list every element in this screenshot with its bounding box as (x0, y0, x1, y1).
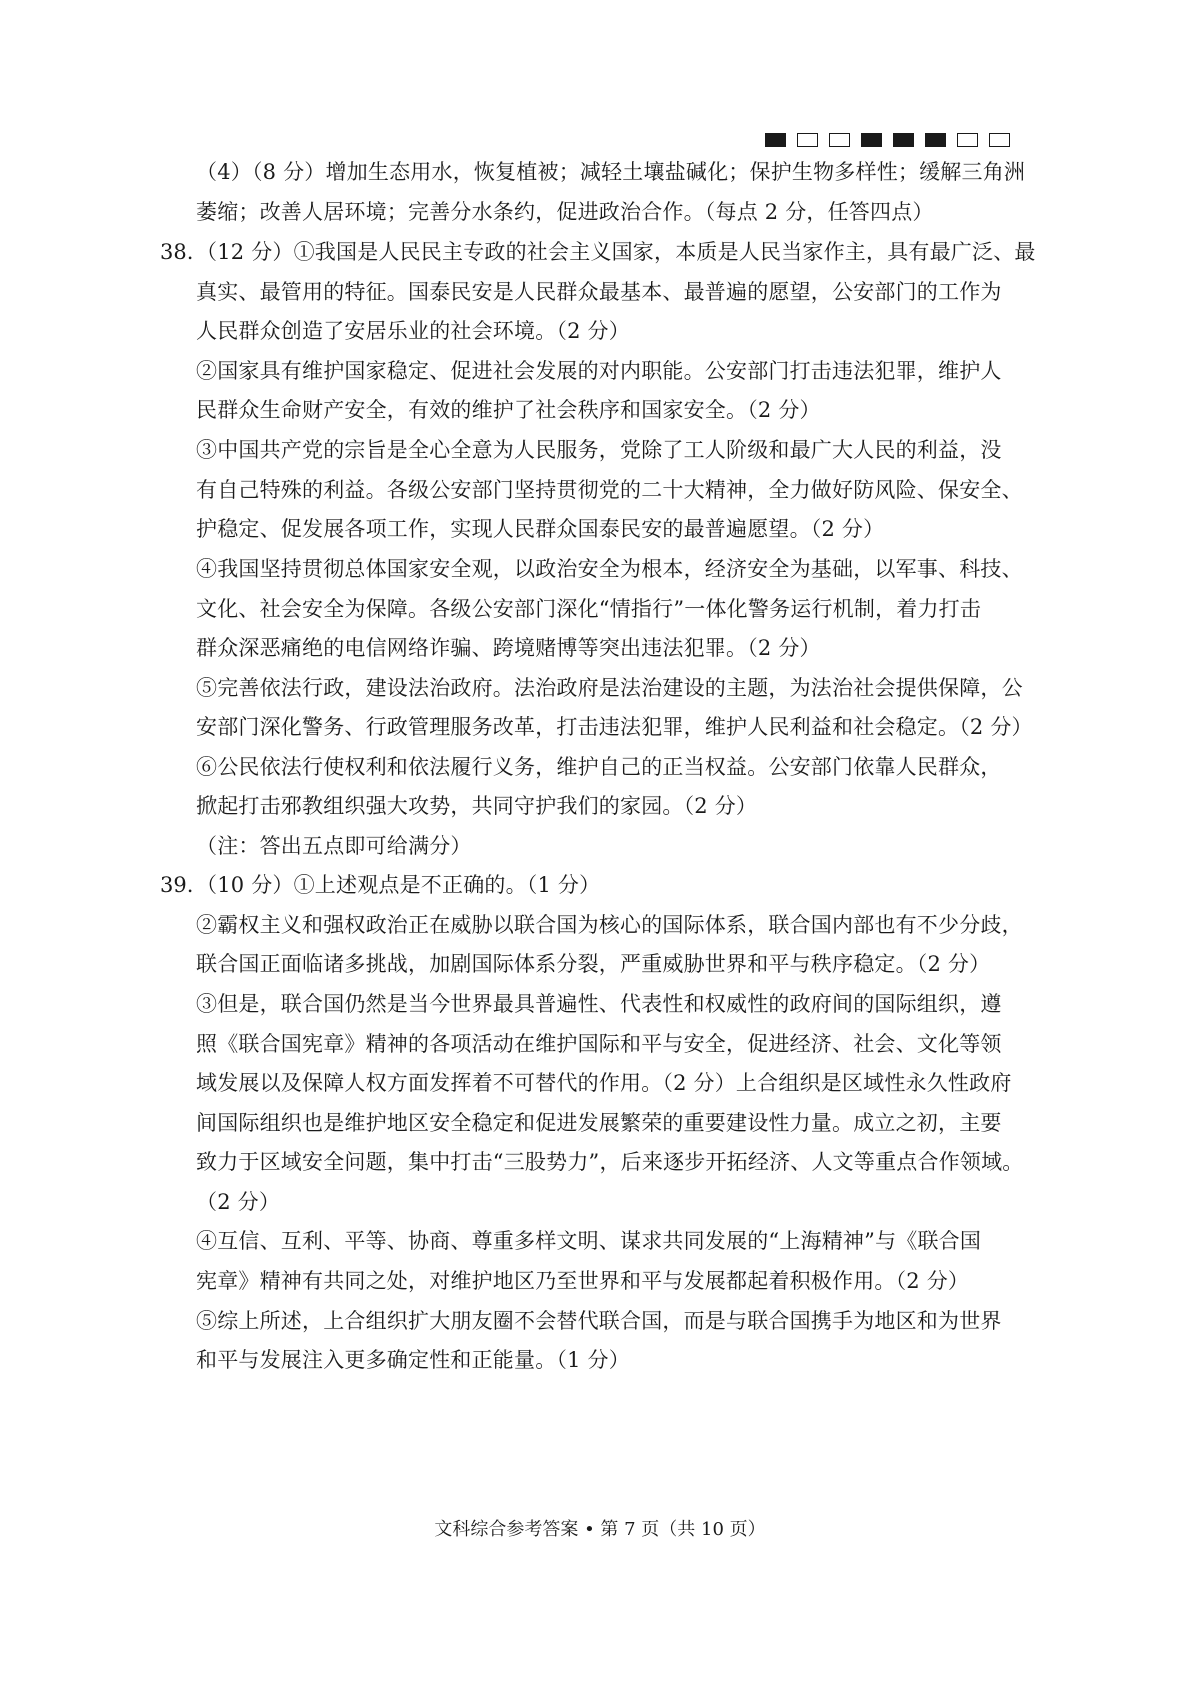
q38-line-2: 真实、最管用的特征。国泰民安是人民群众最基本、最普遍的愿望，公安部门的工作为 (196, 280, 1002, 304)
page-footer: 文科综合参考答案 • 第 7 页（共 10 页） (434, 1519, 766, 1540)
q37-part4-line-2: 萎缩；改善人居环境；完善分水条约，促进政治合作。（每点 2 分，任答四点） (196, 200, 934, 224)
marker-square (925, 133, 946, 147)
q38-line-3: 人民群众创造了安居乐业的社会环境。（2 分） (196, 319, 630, 343)
q38-line-9: ④我国坚持贯彻总体国家安全观，以政治安全为根本，经济安全为基础，以军事、科技、 (196, 557, 1023, 581)
q38-line-5: 民群众生命财产安全，有效的维护了社会秩序和国家安全。（2 分） (196, 398, 821, 422)
q39-line-6: 域发展以及保障人权方面发挥着不可替代的作用。（2 分）上合组织是区域性永久性政府 (196, 1071, 1012, 1095)
marker-square (765, 133, 786, 147)
marker-square (797, 133, 818, 147)
q39-line-7: 间国际组织也是维护地区安全稳定和促进发展繁荣的重要建设性力量。成立之初，主要 (196, 1111, 1002, 1135)
q38-line-7: 有自己特殊的利益。各级公安部门坚持贯彻党的二十大精神，全力做好防风险、保安全、 (196, 478, 1023, 502)
q38-line-15: 掀起打击邪教组织强大攻势，共同守护我们的家园。（2 分） (196, 794, 758, 818)
q38-line-1: （12 分）①我国是人民民主专政的社会主义国家，本质是人民当家作主，具有最广泛、最 (196, 240, 1036, 264)
q39-line-8: 致力于区域安全问题，集中打击“三股势力”，后来逐步开拓经济、人文等重点合作领域。 (196, 1150, 1024, 1174)
q38-line-6: ③中国共产党的宗旨是全心全意为人民服务，党除了工人阶级和最广大人民的利益，没 (196, 438, 1002, 462)
q39-line-12: ⑤综上所述，上合组织扩大朋友圈不会替代联合国，而是与联合国携手为地区和为世界 (196, 1309, 1002, 1333)
q38-line-13: 安部门深化警务、行政管理服务改革，打击违法犯罪，维护人民利益和社会稳定。（2 分） (196, 715, 1033, 739)
q37-part4-line-1: （4）（8 分）增加生态用水，恢复植被；减轻土壤盐碱化；保护生物多样性；缓解三角洲 (196, 160, 1026, 184)
question-number-38: 38. (160, 240, 194, 264)
q39-line-2: ②霸权主义和强权政治正在威胁以联合国为核心的国际体系，联合国内部也有不少分歧， (196, 913, 1023, 937)
q38-line-12: ⑤完善依法行政，建设法治政府。法治政府是法治建设的主题，为法治社会提供保障，公 (196, 676, 1023, 700)
q39-line-1: （10 分）①上述观点是不正确的。（1 分） (196, 873, 601, 897)
q39-line-13: 和平与发展注入更多确定性和正能量。（1 分） (196, 1348, 630, 1372)
q38-line-10: 文化、社会安全为保障。各级公安部门深化“情指行”一体化警务运行机制，着力打击 (196, 597, 982, 621)
page-marker-squares (765, 133, 1010, 147)
q39-line-9: （2 分） (196, 1190, 281, 1214)
q38-note: （注：答出五点即可给满分） (196, 834, 472, 858)
marker-square (893, 133, 914, 147)
marker-square (989, 133, 1010, 147)
marker-square (829, 133, 850, 147)
q39-line-3: 联合国正面临诸多挑战，加剧国际体系分裂，严重威胁世界和平与秩序稳定。（2 分） (196, 952, 991, 976)
q39-line-11: 宪章》精神有共同之处，对维护地区乃至世界和平与发展都起着积极作用。（2 分） (196, 1269, 970, 1293)
question-number-39: 39. (160, 873, 194, 897)
q38-line-11: 群众深恶痛绝的电信网络诈骗、跨境赌博等突出违法犯罪。（2 分） (196, 636, 821, 660)
marker-square (957, 133, 978, 147)
q38-line-8: 护稳定、促发展各项工作，实现人民群众国泰民安的最普遍愿望。（2 分） (196, 517, 885, 541)
q39-line-4: ③但是，联合国仍然是当今世界最具普遍性、代表性和权威性的政府间的国际组织，遵 (196, 992, 1002, 1016)
marker-square (861, 133, 882, 147)
q38-line-4: ②国家具有维护国家稳定、促进社会发展的对内职能。公安部门打击违法犯罪，维护人 (196, 359, 1002, 383)
q39-line-10: ④互信、互利、平等、协商、尊重多样文明、谋求共同发展的“上海精神”与《联合国 (196, 1229, 982, 1253)
q39-line-5: 照《联合国宪章》精神的各项活动在维护国际和平与安全，促进经济、社会、文化等领 (196, 1032, 1002, 1056)
q38-line-14: ⑥公民依法行使权利和依法履行义务，维护自己的正当权益。公安部门依靠人民群众， (196, 755, 1002, 779)
